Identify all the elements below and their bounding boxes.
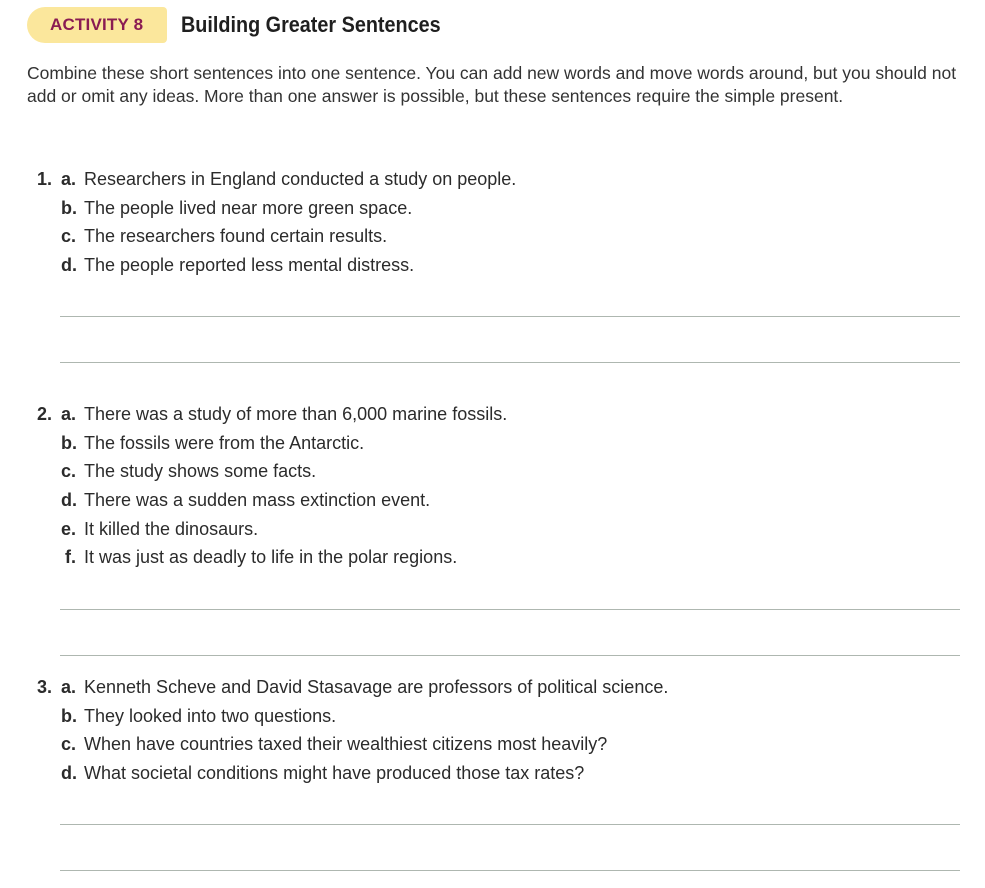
question-item bbox=[35, 515, 965, 544]
answer-line[interactable] bbox=[60, 316, 960, 317]
item-text: There was a sudden mass extinction event. bbox=[84, 490, 431, 511]
item-letter: d. bbox=[61, 490, 77, 511]
item-letter: b. bbox=[61, 197, 77, 218]
question-item bbox=[35, 429, 965, 458]
item-letter: a. bbox=[61, 677, 77, 697]
question-item bbox=[35, 222, 965, 251]
question-item bbox=[35, 165, 965, 194]
item-text: Kenneth Scheve and David Stasavage are professors of political science. bbox=[84, 677, 669, 697]
answer-line[interactable] bbox=[60, 655, 960, 656]
item-letter: b. bbox=[61, 432, 77, 453]
question-item bbox=[35, 400, 965, 429]
activity-badge: ACTIVITY 8 bbox=[27, 7, 167, 43]
item-letter: b. bbox=[61, 705, 77, 726]
item-text: The fossils were from the Antarctic. bbox=[84, 432, 365, 453]
question-3 bbox=[35, 673, 965, 788]
question-number: 1. bbox=[37, 169, 53, 189]
item-letter: f. bbox=[65, 547, 76, 568]
item-text: The study shows some facts. bbox=[84, 461, 317, 482]
item-text: Researchers in England conducted a study on people. bbox=[84, 169, 517, 189]
question-item bbox=[35, 251, 965, 280]
activity-header bbox=[27, 7, 470, 43]
item-letter: a. bbox=[61, 169, 77, 189]
question-item bbox=[35, 486, 965, 515]
item-letter: c. bbox=[61, 734, 77, 755]
activity-title: Building Greater Sentences bbox=[181, 12, 442, 37]
item-text: They looked into two questions. bbox=[84, 705, 337, 726]
item-letter: e. bbox=[61, 518, 77, 539]
question-item bbox=[35, 673, 965, 702]
instructions: Combine these short sentences into one sentence. You can add new words and move words around, but you should not add or omit any ideas. More than one answer is possible, but these sentences require the simple present. bbox=[27, 63, 957, 106]
item-text: What societal conditions might have produced those tax rates? bbox=[84, 763, 585, 784]
item-text: When have countries taxed their wealthiest citizens most heavily? bbox=[84, 734, 608, 755]
question-item bbox=[35, 702, 965, 731]
item-letter: d. bbox=[61, 255, 77, 276]
question-item bbox=[35, 759, 965, 788]
question-item bbox=[35, 543, 965, 572]
question-item bbox=[35, 730, 965, 759]
item-text: There was a study of more than 6,000 marine fossils. bbox=[84, 404, 508, 424]
item-text: The people lived near more green space. bbox=[84, 197, 413, 218]
answer-line[interactable] bbox=[60, 824, 960, 825]
item-text: The people reported less mental distress. bbox=[84, 255, 415, 276]
answer-line[interactable] bbox=[60, 609, 960, 610]
question-1 bbox=[35, 165, 965, 280]
answer-line[interactable] bbox=[60, 870, 960, 871]
question-number: 2. bbox=[37, 404, 53, 424]
item-text: It was just as deadly to life in the polar regions. bbox=[84, 547, 458, 568]
answer-line[interactable] bbox=[60, 362, 960, 363]
question-number: 3. bbox=[37, 677, 53, 697]
item-text: It killed the dinosaurs. bbox=[84, 518, 259, 539]
item-text: The researchers found certain results. bbox=[84, 226, 388, 247]
question-item bbox=[35, 194, 965, 223]
item-letter: d. bbox=[61, 763, 77, 784]
question-item bbox=[35, 457, 965, 486]
question-2 bbox=[35, 400, 965, 572]
item-letter: c. bbox=[61, 226, 77, 247]
item-letter: a. bbox=[61, 404, 77, 424]
item-letter: c. bbox=[61, 461, 77, 482]
